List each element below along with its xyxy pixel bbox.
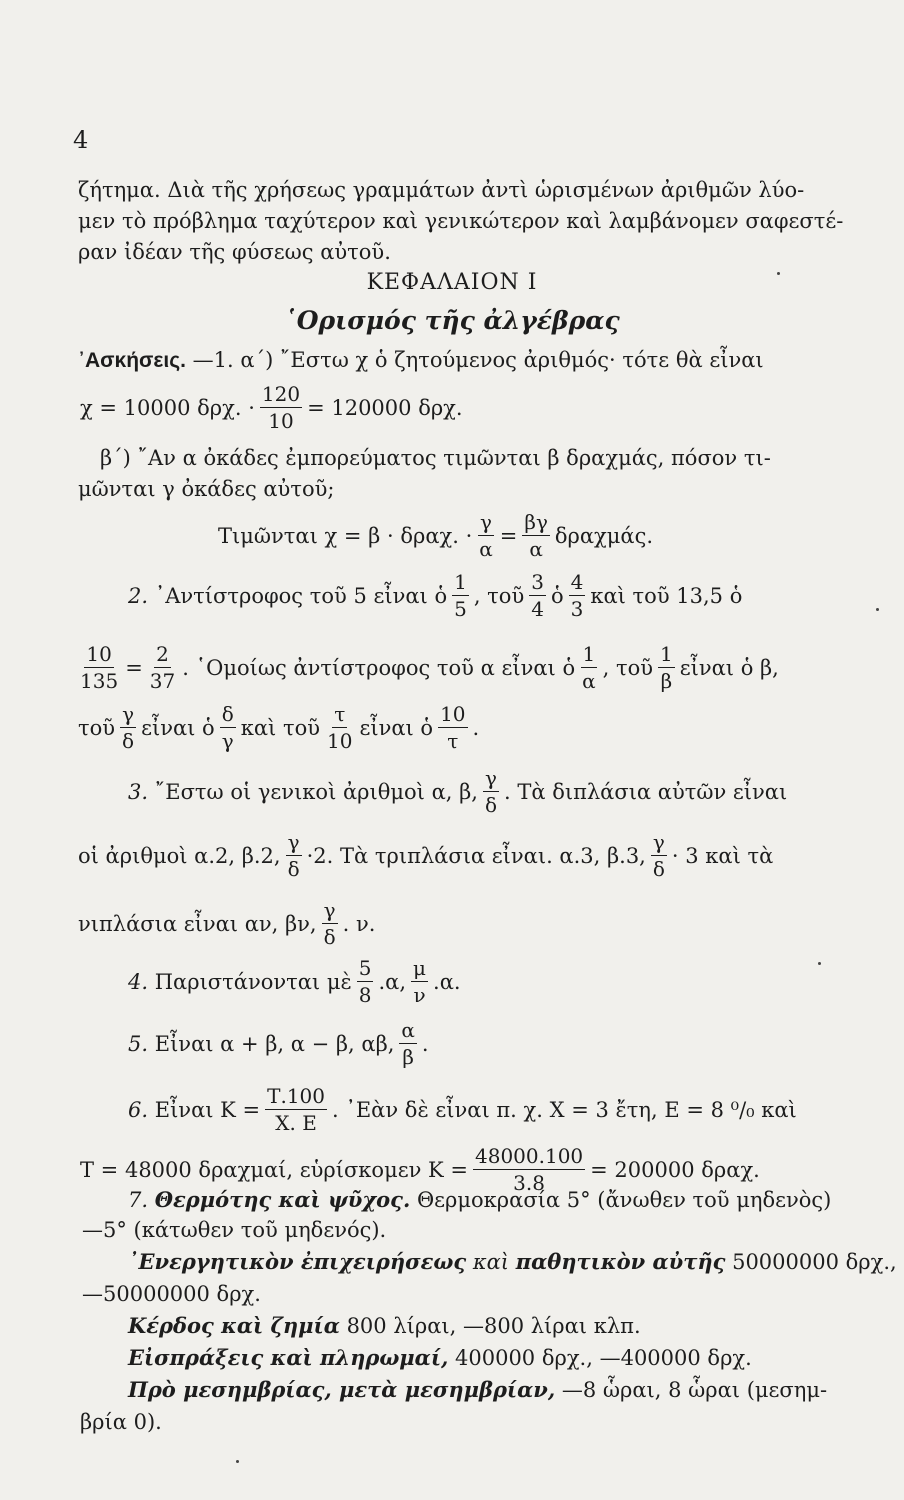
fraction-5-8 <box>357 958 374 1005</box>
text: , τοῦ <box>473 583 525 608</box>
exercise-6-line-1 <box>128 1086 842 1133</box>
fraction-denominator: 5 <box>454 597 467 621</box>
text: Εἶναι Κ = <box>154 1097 261 1122</box>
text: Εἶναι α + β, α − β, αβ, <box>154 1031 395 1056</box>
fraction-denominator: 3.8 <box>513 1171 545 1195</box>
fraction-numerator: 3 <box>531 570 544 594</box>
fraction-numerator: τ <box>334 702 346 726</box>
fraction-numerator: γ <box>652 830 665 854</box>
fraction-numerator: γ <box>287 830 300 854</box>
text: —8 ὧραι, 8 ὧραι (μεσημ- <box>561 1378 828 1402</box>
text: 50000000 δρχ., <box>732 1250 897 1274</box>
text: Τ = 48000 δραχμαί, εὑρίσκομεν Κ = <box>80 1157 468 1182</box>
chapter-heading: ΚΕΦΑΛΑΙΟΝ Ι <box>366 270 538 295</box>
exercise-7-line-6 <box>128 1344 842 1372</box>
text: . <box>472 715 480 740</box>
text: .α, <box>378 969 407 994</box>
fraction-delta-gamma <box>220 704 236 751</box>
fraction-numerator: 10 <box>440 702 466 726</box>
fraction-denominator: 8 <box>358 983 372 1007</box>
fraction-denominator: 4 <box>531 597 544 621</box>
b-eq-left: Τιμῶνται χ = β · δραχ. · <box>218 523 473 548</box>
fraction-4-3 <box>569 572 586 619</box>
exercise-number: 4. <box>128 969 149 994</box>
text: . ᾿Εὰν δὲ εἶναι π. χ. Χ = 3 ἔτη, Ε = 8 ⁰/₀ καὶ <box>332 1097 797 1122</box>
fraction-denominator: δ <box>122 729 135 753</box>
fraction-T100-XE <box>265 1086 327 1133</box>
fraction-numerator: 48000.100 <box>475 1144 584 1168</box>
exercise-number: 7. <box>128 1188 149 1212</box>
fraction-denominator: δ <box>287 857 300 881</box>
subtitle-assets: ᾿Ενεργητικὸν ἐπιχειρήσεως <box>128 1249 467 1274</box>
exercise-1b-equation <box>218 512 842 559</box>
eq-left: χ = 10000 δρχ. · <box>80 395 255 420</box>
intro-text-1: ζήτημα. Διὰ τῆς χρήσεως γραμμάτων ἀντὶ ὡρισμένων ἀριθμῶν λύο- <box>78 178 805 202</box>
exercise-1b-line-1: β΄) ῎Αν α ὀκάδες ἐμπορεύματος τιμῶνται β δραχμάς, πόσον τι- <box>100 446 771 470</box>
text: εἶναι ὁ <box>359 715 434 740</box>
subtitle-am-pm: Πρὸ μεσημβρίας, μετὰ μεσημβρίαν, <box>128 1377 556 1402</box>
fraction-denominator: β <box>660 669 673 693</box>
fraction-1-5 <box>452 572 469 619</box>
fraction-numerator: μ <box>413 956 427 980</box>
fraction-denominator: δ <box>323 925 336 949</box>
fraction-mu-nu <box>411 958 428 1005</box>
exercise-7-line-1 <box>128 1186 842 1214</box>
fraction-denominator: ν <box>413 983 426 1007</box>
fraction-betagamma-alpha <box>522 512 550 559</box>
fraction-denominator: α <box>529 537 543 561</box>
exercise-2-line-2 <box>78 640 842 691</box>
fraction-2-37 <box>148 644 177 691</box>
text: εἶναι ὁ <box>141 715 215 740</box>
exercise-1b-line-2: μῶνται γ ὀκάδες αὐτοῦ; <box>78 477 335 501</box>
exercise-7-line-5 <box>128 1312 842 1340</box>
exercise-7-line-8: βρία 0). <box>80 1410 162 1434</box>
fraction-numerator: 10 <box>86 642 112 666</box>
text: Παριστάνονται μὲ <box>154 969 352 994</box>
text: ῎Εστω οἱ γενικοὶ ἀριθμοὶ α, β, <box>154 779 478 804</box>
fraction-numerator: γ <box>484 766 497 790</box>
exercise-2-line-1 <box>128 572 842 619</box>
fraction-3-4 <box>529 572 546 619</box>
text: καὶ <box>472 1250 510 1274</box>
fraction-10-tau <box>438 704 467 751</box>
fraction-numerator: α <box>401 1018 415 1042</box>
b-eq-right: δραχμάς. <box>554 523 654 548</box>
fraction-gamma-delta <box>483 768 499 815</box>
fraction-denominator: 135 <box>80 669 119 693</box>
exercise-number: 5. <box>128 1031 149 1056</box>
text: = 200000 δραχ. <box>590 1157 760 1182</box>
intro-line-1 <box>78 176 842 204</box>
text: οἱ ἀριθμοὶ α.2, β.2, <box>78 843 281 868</box>
fraction-numerator: 2 <box>156 642 169 666</box>
fraction-numerator: 1 <box>582 642 596 666</box>
fraction-numerator: Τ.100 <box>267 1084 325 1108</box>
text: 800 λίραι, —800 λίραι κλπ. <box>346 1314 641 1338</box>
fraction-numerator: 120 <box>261 382 301 406</box>
subtitle-heat-cold: Θερμότης καὶ ψῦχος. <box>154 1187 411 1212</box>
fraction-denominator: α <box>582 669 596 693</box>
fraction-1-beta <box>658 644 675 691</box>
exercise-7-line-4: —50000000 δρχ. <box>82 1282 261 1306</box>
subtitle-receipts-payments: Εἰσπράξεις καὶ πληρωμαί, <box>128 1345 449 1370</box>
fraction-denominator: 37 <box>149 669 176 693</box>
exercise-7-line-3 <box>128 1248 897 1276</box>
text: ὁ <box>550 583 564 608</box>
exercise-5 <box>128 1020 842 1067</box>
exercise-3-line-2 <box>78 832 842 879</box>
subtitle-liabilities: παθητικὸν αὐτῆς <box>515 1249 726 1274</box>
text: καὶ τοῦ 13,5 ὁ <box>590 583 743 608</box>
scan-speck <box>818 962 821 965</box>
text: . <box>421 1031 429 1056</box>
exercise-3-line-1 <box>128 768 842 815</box>
text: εἶναι ὁ β, <box>679 655 779 680</box>
fraction-numerator: 1 <box>454 570 467 594</box>
fraction-denominator: 3 <box>570 597 584 621</box>
exercise-number: 6. <box>128 1097 149 1122</box>
text: ·2. Τὰ τριπλάσια εἶναι. α.3, β.3, <box>306 843 646 868</box>
text: . ν. <box>342 911 376 936</box>
text: καὶ τοῦ <box>240 715 320 740</box>
exercise-1a-intro <box>78 346 842 375</box>
fraction-denominator: δ <box>652 857 665 881</box>
scan-speck <box>236 1460 239 1463</box>
fraction-numerator: 4 <box>570 570 584 594</box>
text: . Τὰ διπλάσια αὐτῶν εἶναι <box>503 779 788 804</box>
fraction-numerator: 1 <box>660 642 673 666</box>
text: .α. <box>433 969 461 994</box>
exercise-3-line-3 <box>78 900 842 947</box>
fraction-denominator: β <box>402 1045 414 1069</box>
scan-speck <box>876 608 879 611</box>
fraction-gamma-delta <box>120 704 136 751</box>
text: ᾿Αντίστροφος τοῦ 5 εἶναι ὁ <box>154 583 448 608</box>
fraction-denominator: α <box>479 537 493 561</box>
fraction-numerator: 5 <box>358 956 372 980</box>
fraction-numerator: βγ <box>524 510 548 534</box>
fraction-denominator: γ <box>221 729 234 753</box>
fraction-120-10 <box>260 384 302 431</box>
fraction-1-alpha <box>580 644 598 691</box>
fraction-denominator: 10 <box>268 409 294 433</box>
exercise-7-line-2: —5° (κάτωθεν τοῦ μηδενός). <box>82 1218 387 1242</box>
eq-right: = 120000 δρχ. <box>307 395 463 420</box>
fraction-denominator: 10 <box>327 729 353 753</box>
fraction-numerator: δ <box>221 702 234 726</box>
fraction-denominator: Χ. Ε <box>275 1111 317 1135</box>
fraction-numerator: γ <box>122 702 135 726</box>
exercise-1a-equation <box>80 384 842 431</box>
text: . ῾Ομοίως ἀντίστροφος τοῦ α εἶναι ὁ <box>182 655 576 680</box>
intro-line-2 <box>78 207 842 235</box>
exercise-2-line-3 <box>78 704 842 751</box>
fraction-gamma-alpha <box>477 512 495 559</box>
exercise-number: 3. <box>128 779 149 804</box>
exercise-number: 2. <box>128 583 149 608</box>
scan-speck <box>777 272 780 275</box>
fraction-numerator: γ <box>323 898 336 922</box>
text: τοῦ <box>78 715 116 740</box>
fraction-gamma-delta <box>322 900 338 947</box>
fraction-denominator: τ <box>447 729 459 753</box>
fraction-denominator: δ <box>484 793 497 817</box>
text: · 3 καὶ τὰ <box>671 843 774 868</box>
exercise-4 <box>128 958 842 1005</box>
fraction-alpha-beta <box>399 1020 417 1067</box>
subtitle-profit-loss: Κέρδος καὶ ζημία <box>128 1313 340 1338</box>
fraction-tau-10 <box>325 704 354 751</box>
fraction-10-135 <box>78 644 120 691</box>
exercises-label: ᾿Ασκήσεις. <box>78 349 186 372</box>
text: , τοῦ <box>602 655 654 680</box>
exercise-1a-text: —1. α΄) ῎Εστω χ ὁ ζητούμενος ἀριθμός· τότε θὰ εἶναι <box>192 348 764 372</box>
fraction-gamma-delta <box>651 832 667 879</box>
fraction-numerator: γ <box>480 510 492 534</box>
text: 400000 δρχ., —400000 δρχ. <box>455 1346 752 1370</box>
fraction-gamma-delta <box>286 832 302 879</box>
intro-line-3: ραν ἰδέαν τῆς φύσεως αὐτοῦ. <box>78 240 391 264</box>
text: νιπλάσια εἶναι αν, βν, <box>78 911 317 936</box>
page-number: 4 <box>73 126 89 154</box>
text: Θερμοκρασία 5° (ἄνωθεν τοῦ μηδενὸς) <box>416 1188 832 1212</box>
b-eq-mid: = <box>499 523 518 548</box>
exercise-7-line-7 <box>128 1376 842 1404</box>
text: = <box>125 655 143 680</box>
chapter-title: ῾Ορισμός τῆς ἀλγέβρας <box>284 306 620 335</box>
intro-text-2: μεν τὸ πρόβλημα ταχύτερον καὶ γενικώτερον καὶ λαμβάνομεν σαφεστέ- <box>78 209 844 233</box>
